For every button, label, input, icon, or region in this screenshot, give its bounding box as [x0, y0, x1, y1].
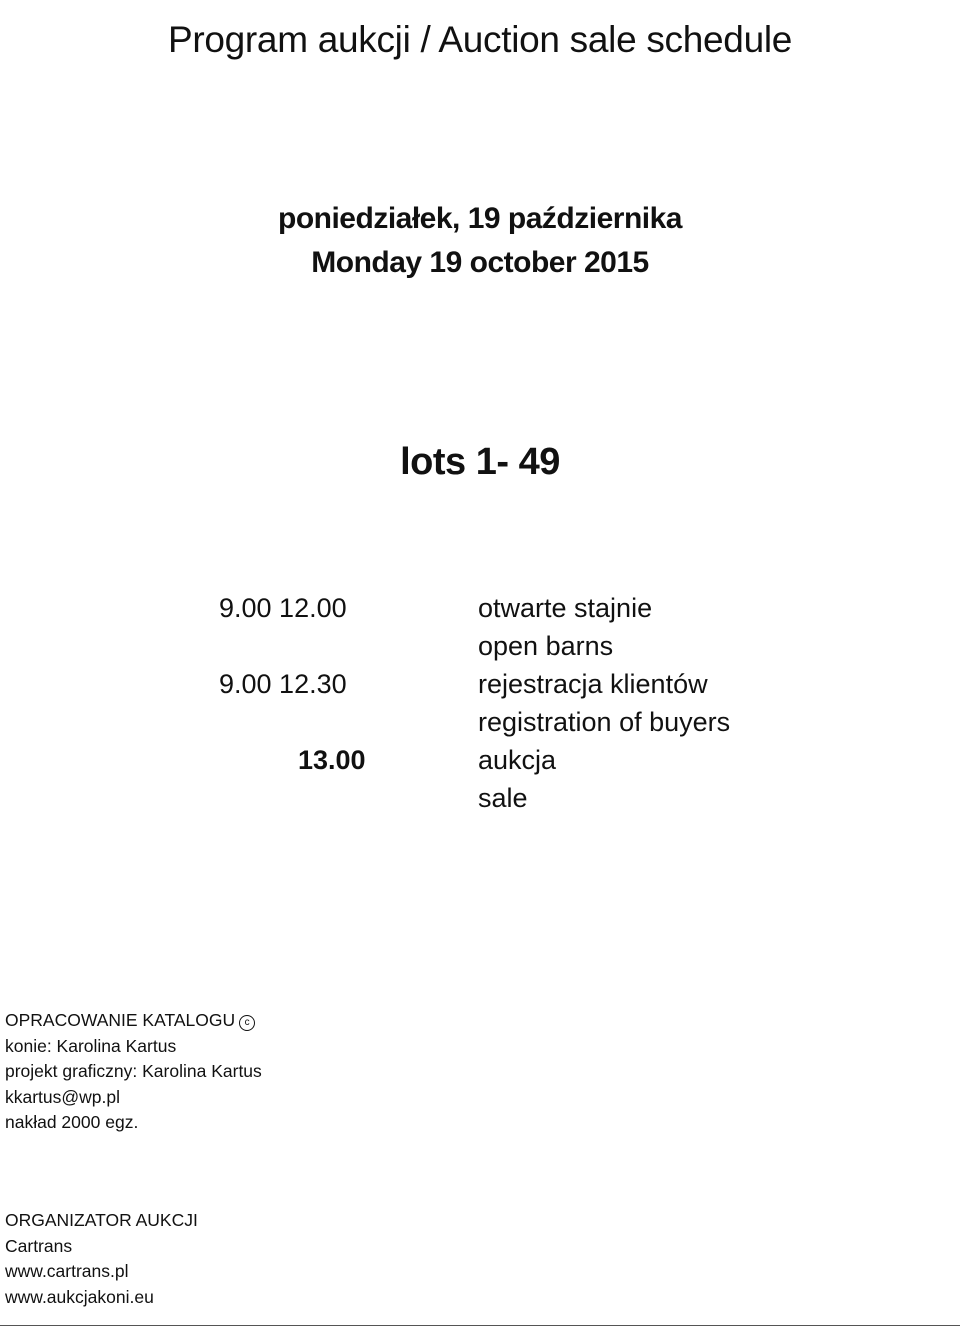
organizer-name: Cartrans [5, 1235, 73, 1256]
schedule-desc-pl: aukcja [478, 745, 557, 775]
copyright-icon: c [239, 1015, 255, 1031]
page-title: Program aukcji / Auction sale schedule [167, 18, 793, 60]
organizer-website-link[interactable]: www.cartrans.pl [5, 1261, 129, 1282]
credits-heading: OPRACOWANIE KATALOGU [5, 1010, 236, 1030]
credits-horses: konie: Karolina Kartus [5, 1035, 177, 1056]
bottom-divider [0, 1325, 960, 1326]
organizer-heading: ORGANIZATOR AUKCJI [5, 1210, 198, 1230]
organizer-block [5, 1208, 198, 1310]
schedule-time: 9.00 12.30 [219, 669, 347, 699]
schedule-desc-en: registration of buyers [478, 707, 731, 737]
date-polish: poniedziałek, 19 października [278, 202, 682, 235]
schedule-desc-pl: rejestracja klientów [478, 669, 708, 699]
organizer-website-link[interactable]: www.aukcjakoni.eu [5, 1286, 154, 1307]
schedule-time [298, 745, 366, 776]
credits-print-run: nakład 2000 egz. [5, 1112, 139, 1133]
credits-heading-line [5, 1008, 262, 1034]
schedule-desc-pl: otwarte stajnie [478, 593, 653, 623]
schedule-time-value: 13.00 [298, 745, 366, 775]
catalogue-credits [5, 1008, 262, 1136]
schedule-desc-en: open barns [478, 631, 614, 661]
schedule-desc-en: sale [478, 783, 528, 813]
auction-date [0, 197, 960, 285]
date-english: Monday 19 october 2015 [311, 246, 649, 279]
credits-email[interactable]: kkartus@wp.pl [5, 1086, 121, 1107]
lots-range: lots 1- 49 [400, 441, 560, 483]
schedule-time: 9.00 12.00 [219, 593, 347, 623]
credits-design: projekt graficzny: Karolina Kartus [5, 1061, 262, 1082]
